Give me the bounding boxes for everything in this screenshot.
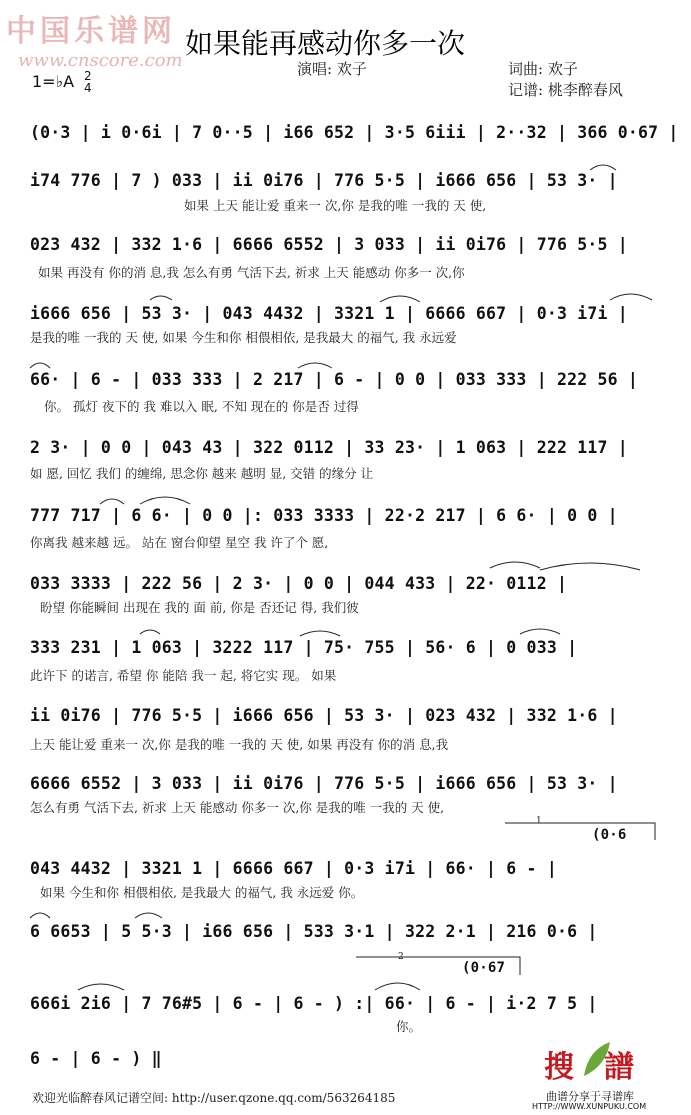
score-line-3-lyrics: 如果 再没有 你的消 息,我 怎么有勇 气活下去, 祈求 上天 能感动 你多一 次,你 (38, 265, 465, 280)
slur-arc (380, 296, 420, 302)
slur-arc (140, 630, 160, 634)
slur-arc (30, 913, 50, 918)
slur-arc (140, 497, 190, 504)
slur-arc (135, 913, 162, 918)
logo-sou-char: 搜 (544, 1050, 574, 1085)
score-line-5-lyrics: 你。 孤灯 夜下的 我 难以入 眠, 不知 现在的 你是否 过得 (44, 399, 359, 414)
score-line-1-notes: (0·3 | i 0·6i | 7 0··5 | i66 652 | 3·5 6iii | 2··32 | 366 0·67 | (30, 123, 679, 142)
volta-1-notes: (0·6 (592, 827, 627, 843)
score-line-13-notes: 6 6653 | 5 5·3 | i66 656 | 533 3·1 | 322 2·1 | 216 0·6 | (30, 922, 598, 941)
time-signature-bottom: 4 (84, 81, 92, 95)
score-line-12-lyrics: 如果 今生和你 相偎相依, 是我最大 的福气, 我 永远爱 你。 (40, 885, 364, 900)
score-line-8-lyrics: 盼望 你能瞬间 出现在 我的 面 前, 你是 否还记 得, 我们彼 (40, 600, 359, 615)
volta-2-label: 2 (398, 952, 404, 962)
score-line-9-lyrics: 此许下 的诺言, 希望 你 能陪 我一 起, 将它实 现。 如果 (30, 668, 337, 683)
song-title: 如果能再感动你多一次 (185, 27, 466, 60)
score-line-7-lyrics: 你离我 越来越 远。 站在 窗台仰望 星空 我 许了个 愿, (30, 535, 329, 550)
slur-arc (30, 363, 50, 368)
volta-2-bracket (356, 957, 520, 975)
score-line-6-lyrics: 如 愿, 回忆 我们 的缠绵, 思念你 越来 越明 显, 交错 的缘分 让 (30, 466, 374, 481)
singer-credit: 演唱: 欢子 (297, 60, 367, 78)
logo-pu-char: 譜 (604, 1050, 634, 1085)
score-line-8-notes: 033 3333 | 222 56 | 2 3· | 0 0 | 044 433 | 22· 0112 | (30, 574, 568, 593)
slur-arc (298, 363, 332, 368)
time-signature-top: 2 (84, 69, 92, 83)
watermark-logo-en: www.cnscore.com (18, 50, 183, 71)
score-line-3-notes: 023 432 | 332 1·6 | 6666 6552 | 3 033 | ii 0i76 | 776 5·5 | (30, 235, 628, 254)
slur-arc (300, 631, 340, 636)
score-line-11-lyrics: 怎么有勇 气活下去, 祈求 上天 能感动 你多一 次,你 是我的唯 一我的 天 使, (30, 800, 445, 815)
score-line-4-lyrics: 是我的唯 一我的 天 使, 如果 今生和你 相偎相依, 是我最大 的福气, 我 永远爱 (30, 330, 457, 345)
lyrics-music-credit: 词曲: 欢子 (508, 60, 578, 78)
score-line-10-lyrics: 上天 能让爱 重来一 次,你 是我的唯 一我的 天 使, 如果 再没有 你的消 息,我 (30, 737, 449, 752)
score-line-6-notes: 2 3· | 0 0 | 043 43 | 322 0112 | 33 23· | 1 063 | 222 117 | (30, 438, 628, 457)
score-line-5-notes: 66· | 6 - | 033 333 | 2 217 | 6 - | 0 0 | 033 333 | 222 56 | (30, 370, 639, 389)
score-line-2-lyrics: 如果 上天 能让爱 重来一 次,你 是我的唯 一我的 天 使, (184, 198, 487, 213)
score-line-10-notes: ii 0i76 | 776 5·5 | i666 656 | 53 3· | 023 432 | 332 1·6 | (30, 706, 618, 725)
volta-2-notes: (0·67 (462, 960, 506, 976)
transcriber-credit: 记谱: 桃李醉春风 (508, 81, 623, 99)
score-line-15-notes: 6 - | 6 - ) ‖ (30, 1049, 162, 1068)
score-line-4-notes: i666 656 | 53 3· | 043 4432 | 3321 1 | 6666 667 | 0·3 i7i | (30, 304, 628, 323)
slur-arc (100, 499, 124, 504)
slur-arc (610, 294, 652, 300)
footer-text: 欢迎光临醉春风记谱空间: http://user.qzone.qq.com/563264185 (32, 1091, 396, 1105)
volta-1-bracket (505, 823, 655, 840)
slur-arc (590, 165, 616, 170)
score-line-14-notes: 666i 2i6 | 7 76#5 | 6 - | 6 - ) :| 66· | 6 - | i·2 7 5 | (30, 994, 598, 1013)
logo-url: HTTP://WWW.XUNPUKU.COM (532, 1102, 647, 1111)
slur-arc (78, 984, 124, 990)
slur-arc (375, 983, 420, 990)
volta-1-label: 1 (536, 816, 542, 826)
score-line-2-notes: i74 776 | 7 ) 033 | ii 0i76 | 776 5·5 | i666 656 | 53 3· | (30, 171, 618, 190)
score-line-11-notes: 6666 6552 | 3 033 | ii 0i76 | 776 5·5 | i666 656 | 53 3· | (30, 774, 618, 793)
key-signature: 1=♭A (32, 72, 75, 91)
slur-arc (540, 563, 640, 570)
score-line-7-notes: 777 717 | 6 6· | 0 0 |: 033 3333 | 22·2 217 | 6 6· | 0 0 | (30, 506, 618, 525)
score-line-9-notes: 333 231 | 1 063 | 3222 117 | 75· 755 | 56· 6 | 0 033 | (30, 638, 578, 657)
score-line-12-notes: 043 4432 | 3321 1 | 6666 667 | 0·3 i7i | 66· | 6 - | (30, 859, 557, 878)
logo-slogan: 曲谱分享于寻谱库 (546, 1090, 634, 1103)
slur-arc (490, 562, 540, 568)
score-line-14-lyrics: 你。 (396, 1019, 422, 1034)
slur-arc (150, 296, 172, 300)
slur-arc (520, 629, 560, 634)
watermark-logo-cn: 中国乐谱网 (6, 14, 176, 49)
